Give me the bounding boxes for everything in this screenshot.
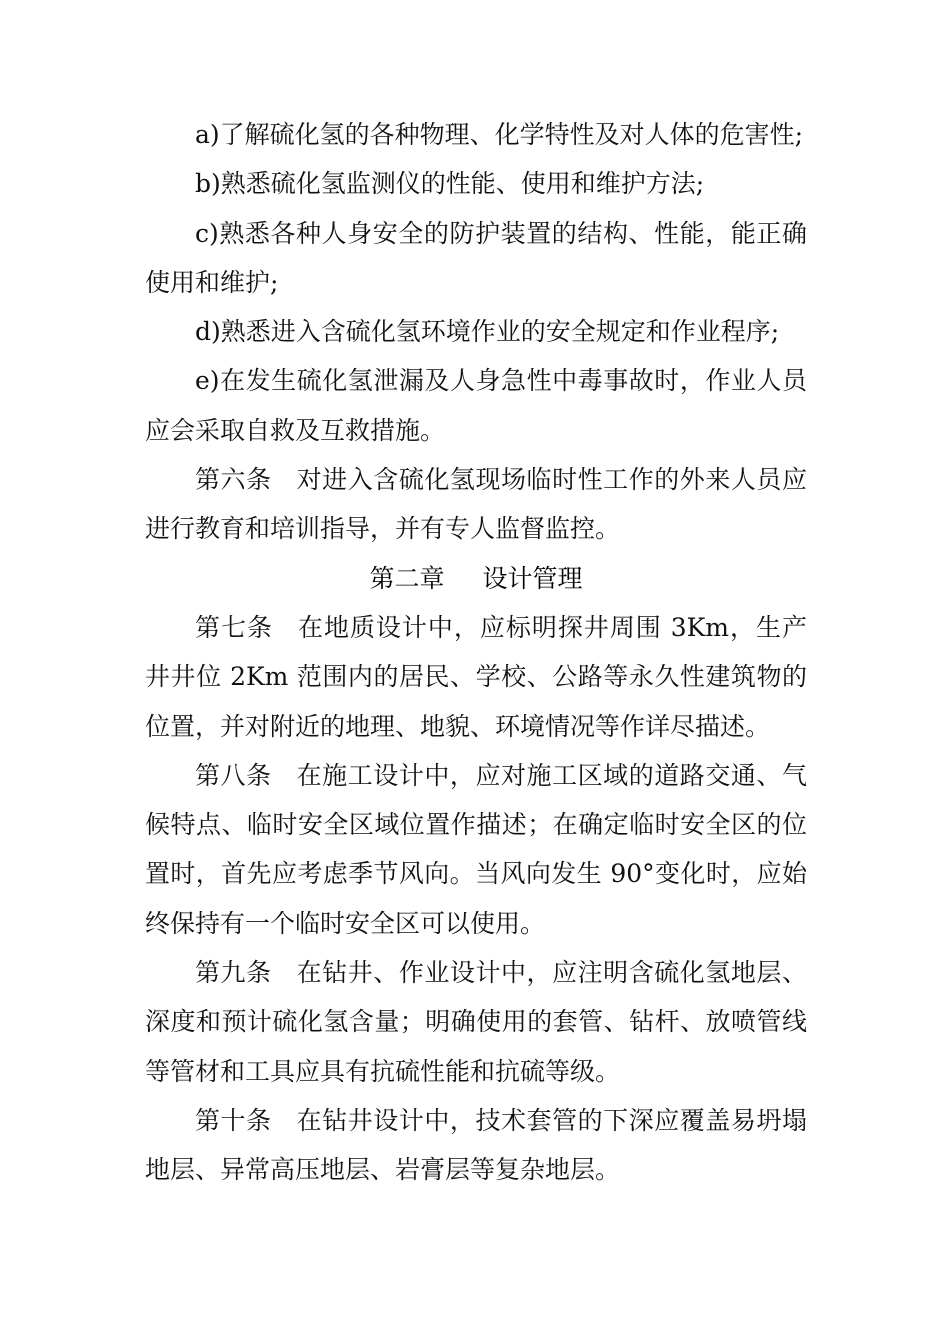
item-d: d)熟悉进入含硫化氢环境作业的安全规定和作业程序; (195, 317, 780, 347)
article-8 (145, 751, 807, 948)
article-7-text: 在地质设计中，应标明探井周围 3Km，生产井井位 2Km 范围内的居民、学校、公路等永久性建筑物的位置，并对附近的地理、地貌、环境情况等作详尽描述。 (145, 612, 807, 741)
article-10-text: 在钻井设计中，技术套管的下深应覆盖易坍塌地层、异常高压地层、岩膏层等复杂地层。 (145, 1105, 807, 1185)
article-10 (145, 1096, 807, 1195)
article-8-number: 第八条 (195, 760, 272, 790)
chapter-number: 第二章 (369, 563, 445, 593)
article-9-number: 第九条 (195, 958, 272, 988)
item-e: e)在发生硫化氢泄漏及人身急性中毒事故时，作业人员应会采取自救及互救措施。 (145, 366, 807, 445)
document-page (145, 110, 807, 1195)
chapter-heading (145, 554, 807, 603)
article-7-number: 第七条 (195, 612, 273, 642)
article-6-text: 对进入含硫化氢现场临时性工作的外来人员应进行教育和培训指导，并有专人监督监控。 (145, 465, 807, 544)
article-8-text: 在施工设计中，应对施工区域的道路交通、气候特点、临时安全区域位置作描述；在确定临时安全区的位置时，首先应考虑季节风向。当风向发生 90°变化时，应始终保持有一个临时安全区可以使用。 (145, 760, 807, 938)
article-7 (145, 603, 807, 751)
article-10-number: 第十条 (195, 1105, 272, 1135)
item-c: c)熟悉各种人身安全的防护装置的结构、性能，能正确使用和维护; (145, 218, 807, 297)
article-9-text: 在钻井、作业设计中，应注明含硫化氢地层、深度和预计硫化氢含量；明确使用的套管、钻杆、放喷管线等管材和工具应具有抗硫性能和抗硫等级。 (145, 958, 807, 1086)
item-a: a)了解硫化氢的各种物理、化学特性及对人体的危害性; (195, 120, 804, 149)
item-b: b)熟悉硫化氢监测仪的性能、使用和维护方法; (195, 169, 705, 199)
chapter-title: 设计管理 (482, 563, 583, 593)
article-6-number: 第六条 (195, 465, 272, 495)
article-9 (145, 948, 807, 1096)
article-6 (145, 455, 807, 554)
